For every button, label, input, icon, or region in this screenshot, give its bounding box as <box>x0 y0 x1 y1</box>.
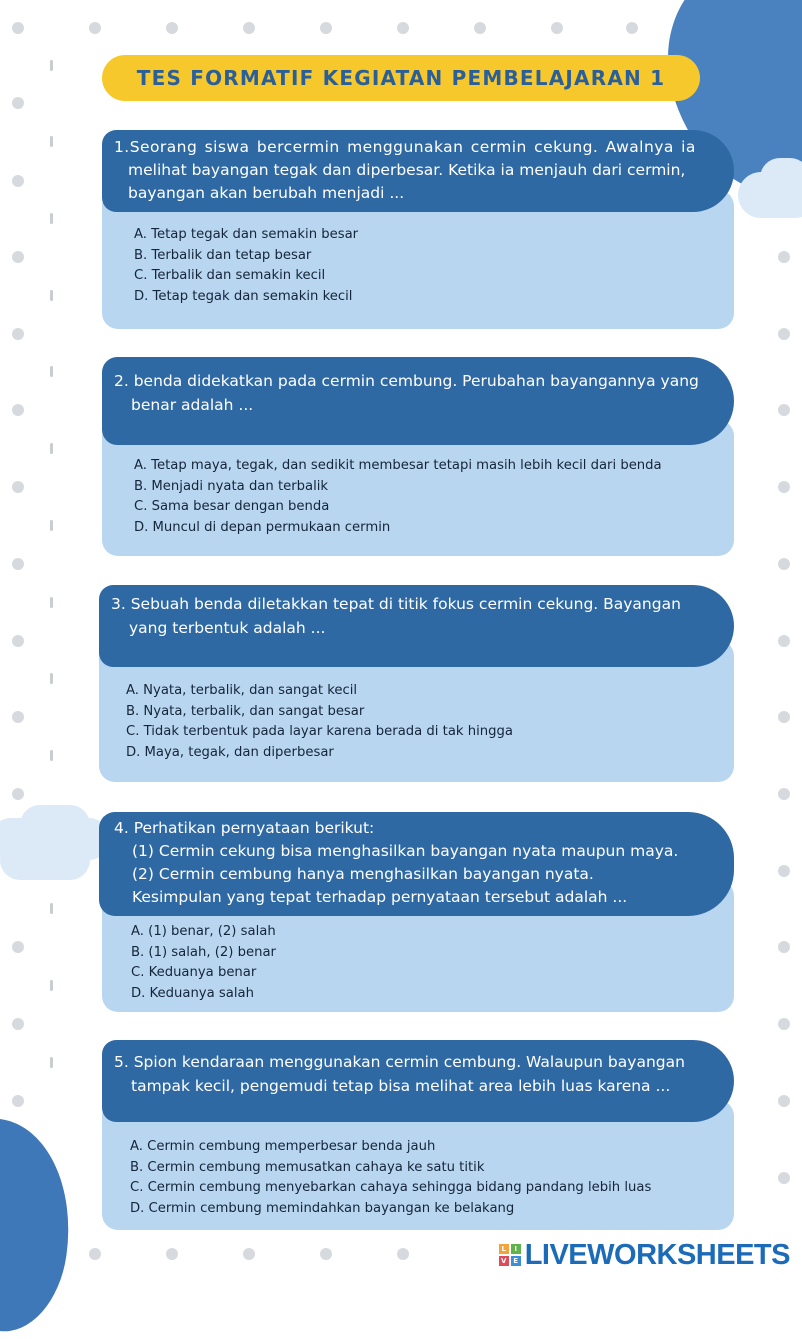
decor-dot <box>778 1095 790 1107</box>
option-c[interactable]: C. Sama besar dengan benda <box>134 499 330 514</box>
decor-dot <box>166 22 178 34</box>
option-b[interactable]: B. Cermin cembung memusatkan cahaya ke satu titik <box>130 1159 485 1175</box>
question-prompt-1 <box>102 130 734 212</box>
worksheet-title: TES FORMATIF KEGIATAN PEMBELAJARAN 1 <box>136 66 666 90</box>
option-b[interactable]: B. Terbalik dan tetap besar <box>134 247 312 263</box>
logo-letter: L <box>499 1244 509 1254</box>
option-a[interactable]: A. Cermin cembung memperbesar benda jauh <box>130 1139 436 1154</box>
decor-dot <box>12 175 24 187</box>
option-a[interactable]: A. Tetap tegak dan semakin besar <box>134 227 359 242</box>
decor-dot <box>320 22 332 34</box>
decor-tick <box>50 290 53 301</box>
question-text-line: 2. benda didekatkan pada cermin cembung. Perubahan bayangannya yang <box>114 372 699 390</box>
decor-tick <box>50 750 53 761</box>
decor-tick <box>50 520 53 531</box>
question-prompt-4 <box>99 812 734 916</box>
question-text-line: 4. Perhatikan pernyataan berikut: <box>114 819 375 837</box>
decor-tick <box>50 980 53 991</box>
question-text-line: melihat bayangan tegak dan diperbesar. Ketika ia menjauh dari cermin, <box>128 161 686 179</box>
option-c[interactable]: C. Tidak terbentuk pada layar karena berada di tak hingga <box>126 724 513 739</box>
decor-dot <box>89 1248 101 1260</box>
decor-tick <box>50 1057 53 1068</box>
decor-cloud-right <box>760 158 802 198</box>
decor-dot <box>320 1248 332 1260</box>
decor-dot <box>12 941 24 953</box>
decor-dot <box>778 481 790 493</box>
question-text-line: bayangan akan berubah menjadi ... <box>128 184 405 202</box>
option-b[interactable]: B. Menjadi nyata dan terbalik <box>134 478 329 494</box>
decor-dot <box>12 251 24 263</box>
logo-letter: E <box>511 1256 521 1266</box>
brand-name: LIVEWORKSHEETS <box>524 1238 790 1271</box>
question-prompt-2 <box>102 357 734 445</box>
option-c[interactable]: C. Keduanya benar <box>131 965 257 980</box>
question-text-line: (2) Cermin cembung hanya menghasilkan bayangan nyata. <box>132 865 594 883</box>
worksheet-title-banner <box>102 55 700 101</box>
option-d[interactable]: D. Muncul di depan permukaan cermin <box>134 519 391 535</box>
decor-tick <box>50 673 53 684</box>
decor-dot <box>778 865 790 877</box>
decor-tick <box>50 903 53 914</box>
question-text-line: benar adalah ... <box>131 396 254 414</box>
decor-tick <box>50 443 53 454</box>
decor-dot <box>12 328 24 340</box>
question-text-line: Kesimpulan yang tepat terhadap pernyataan tersebut adalah ... <box>132 888 628 906</box>
decor-dot <box>626 22 638 34</box>
option-a[interactable]: A. (1) benar, (2) salah <box>131 924 276 939</box>
decor-dot <box>12 97 24 109</box>
liveworksheets-brand[interactable] <box>499 1237 790 1273</box>
decor-dot <box>12 1018 24 1030</box>
option-c[interactable]: C. Terbalik dan semakin kecil <box>134 268 326 283</box>
option-list-5 <box>130 1137 651 1219</box>
decor-dot <box>12 481 24 493</box>
decor-tick <box>50 366 53 377</box>
decor-dot <box>12 1095 24 1107</box>
decor-dot <box>12 558 24 570</box>
decor-tick <box>50 213 53 224</box>
question-text-line: 5. Spion kendaraan menggunakan cermin cembung. Walaupun bayangan <box>114 1053 685 1071</box>
option-d[interactable]: D. Maya, tegak, dan diperbesar <box>126 744 334 760</box>
option-b[interactable]: B. (1) salah, (2) benar <box>131 944 276 960</box>
logo-letter: I <box>511 1244 521 1254</box>
decor-dot <box>12 22 24 34</box>
decor-dot <box>551 22 563 34</box>
question-prompt-5 <box>102 1040 734 1122</box>
decor-dot <box>166 1248 178 1260</box>
option-b[interactable]: B. Nyata, terbalik, dan sangat besar <box>126 703 365 719</box>
decor-dot <box>12 788 24 800</box>
decor-dot <box>778 711 790 723</box>
decor-cloud-left <box>20 805 90 845</box>
option-list-3 <box>126 681 513 763</box>
question-prompt-3 <box>99 585 734 667</box>
decor-dot <box>474 22 486 34</box>
option-list-2 <box>134 456 662 538</box>
decor-dot <box>778 635 790 647</box>
decor-dot <box>89 22 101 34</box>
decor-dot <box>778 1018 790 1030</box>
option-list-1 <box>134 225 358 307</box>
option-d[interactable]: D. Cermin cembung memindahkan bayangan ke belakang <box>130 1200 515 1216</box>
logo-letter: V <box>499 1256 509 1266</box>
decor-dot <box>778 1172 790 1184</box>
decor-dot <box>243 22 255 34</box>
decor-dot <box>12 635 24 647</box>
liveworksheets-logo-icon <box>499 1244 521 1266</box>
decor-dot <box>397 1248 409 1260</box>
question-text-line: (1) Cermin cekung bisa menghasilkan bayangan nyata maupun maya. <box>132 842 679 860</box>
decor-dot <box>397 22 409 34</box>
decor-dot <box>778 404 790 416</box>
option-a[interactable]: A. Tetap maya, tegak, dan sedikit membesar tetapi masih lebih kecil dari benda <box>134 458 662 473</box>
option-d[interactable]: D. Keduanya salah <box>131 985 254 1001</box>
option-d[interactable]: D. Tetap tegak dan semakin kecil <box>134 288 353 304</box>
decor-dot <box>243 1248 255 1260</box>
decor-dot <box>778 558 790 570</box>
question-text-line: tampak kecil, pengemudi tetap bisa melihat area lebih luas karena ... <box>131 1077 671 1095</box>
decor-dot <box>12 404 24 416</box>
decor-dot <box>778 941 790 953</box>
question-text-line: 3. Sebuah benda diletakkan tepat di titik fokus cermin cekung. Bayangan <box>111 595 681 613</box>
decor-cloud-left <box>0 840 90 880</box>
option-a[interactable]: A. Nyata, terbalik, dan sangat kecil <box>126 683 358 698</box>
decor-dot <box>778 251 790 263</box>
decor-tick <box>50 136 53 147</box>
decor-tick <box>50 597 53 608</box>
option-c[interactable]: C. Cermin cembung menyebarkan cahaya sehingga bidang pandang lebih luas <box>130 1180 652 1195</box>
decor-dot <box>778 788 790 800</box>
question-text-line: 1.Seorang siswa bercermin menggunakan cermin cekung. Awalnya ia <box>114 138 696 156</box>
question-text-line: yang terbentuk adalah ... <box>129 619 326 637</box>
decor-blob-bottom-left <box>0 1111 84 1338</box>
option-list-4 <box>131 922 276 1004</box>
decor-dot <box>12 711 24 723</box>
decor-dot <box>778 328 790 340</box>
decor-tick <box>50 60 53 71</box>
